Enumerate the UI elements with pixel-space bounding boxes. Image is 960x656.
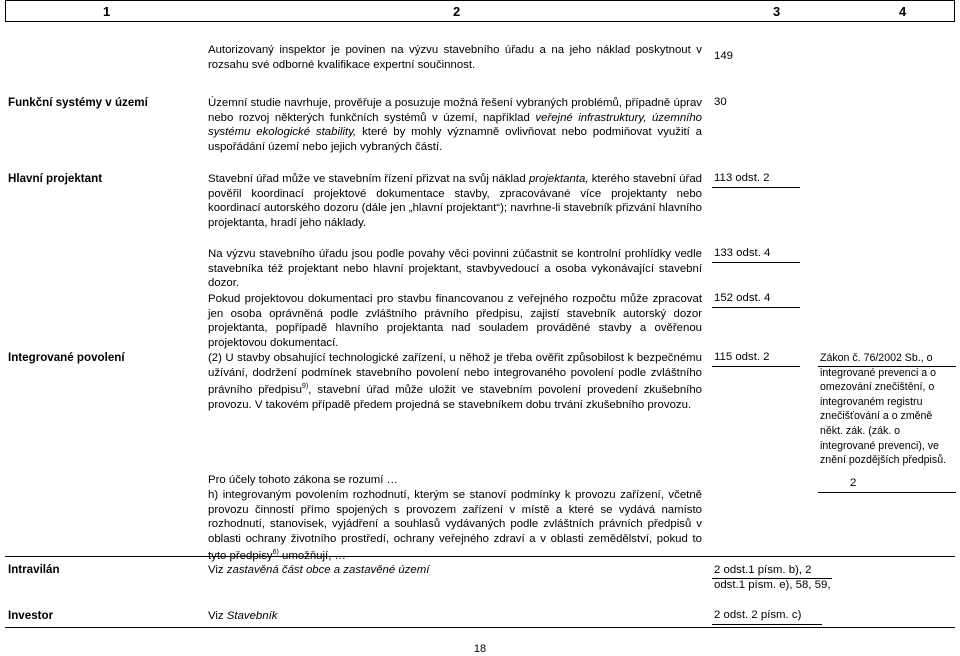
entry-investor-ref: 2 odst. 2 písm. c) <box>714 609 802 621</box>
entry-integrovane-p2-b: umožňují, … <box>278 550 346 563</box>
entry-funkcni-text-1: Územní studie navrhuje, prověřuje a posuzuje možná řešení vybraných problémů, případně úprav nebo rozvoj některých funkčních systémů v území, například <box>208 97 702 124</box>
entry-autorizovany-ref: 149 <box>714 50 734 62</box>
entry-intravilan-text-a: Viz <box>208 564 227 576</box>
entry-hlavni-p1-italic: projektanta, <box>528 173 589 185</box>
entry-integrovane-p2 <box>208 488 702 564</box>
entry-hlavni-p1-b: kterého stavební úřad pověřil koordinací projektové dokumentace stavby, zpracovávané více projektanty nebo koordinací autorského dozoru (dále jen „hlavní projektant“); navrhne-li stavebník přizvání hlavního projektanta, hradí jeho náklady. <box>208 173 702 229</box>
column-header-2: 2 <box>453 4 461 19</box>
entry-investor-text-a: Viz <box>208 610 227 622</box>
entry-investor-label: Investor <box>8 609 54 622</box>
entry-hlavni-p2: Na výzvu stavebního úřadu jsou podle povahy věci povinni zúčastnit se kontrolní prohlídky vedle stavebníka též projektant nebo hlavní projektant, stavbyvedoucí a osoba vykonávající stavební dozor. <box>208 248 702 290</box>
entry-funkcni-ref: 30 <box>714 96 727 108</box>
entry-integrovane-p1-a: (2) U stavby obsahující technologické zařízení, u něhož je třeba ověřit způsobilost k bezpečnému užívání, dodržení podmínek stavebního povolení nebo integrovaného povolení podle zvláštního právního předpisu <box>208 352 702 396</box>
entry-intravilan-text-italic: zastavěná část obce a zastavěné území <box>226 564 430 576</box>
entry-integrovane-p2-intro: Pro účely tohoto zákona se rozumí … <box>208 474 398 486</box>
entry-intravilan-ref-line2: odst.1 písm. e), 58, 59, <box>714 578 831 591</box>
entry-integrovane-p1-b: , stavební úřad může uložit ve stavebním povolení provedení zkušebního provozu. V takovém případě předem projedná se stavebníkem dobu trvání zkušebního provozu. <box>208 383 702 411</box>
entry-integrovane-p1-sup: 9) <box>302 383 309 391</box>
entry-integrovane-label: Integrované povolení <box>8 351 125 364</box>
entry-hlavni-ref-1: 113 odst. 2 <box>714 172 770 184</box>
entry-hlavni-ref-2: 133 odst. 4 <box>714 247 771 259</box>
entry-hlavni-ref-2-underline <box>712 262 800 263</box>
entry-autorizovany-text: Autorizovaný inspektor je povinen na výzvu stavebního úřadu a na jeho náklad poskytnout v rozsahu své odborné kvalifikace expertní součinnost. <box>208 44 702 71</box>
entry-integrovane-note: Zákon č. 76/2002 Sb., o integrované prevenci a o omezování znečištění, o integrovaném registru znečišťování a o změně někt. zák. (zák. o integrované prevenci), ve znění pozdějších předpisů. <box>820 352 947 467</box>
entry-intravilan-ref-underline <box>712 578 832 579</box>
entry-integrovane-ref-2-underline <box>818 492 956 493</box>
column-header-3: 3 <box>773 4 781 19</box>
entry-integrovane-ref-2: 2 <box>850 477 857 489</box>
entry-funkcni-text-italic: veřejné infrastruktury, územního systému ekologické stability, <box>208 111 702 139</box>
column-header-1: 1 <box>103 4 111 19</box>
entry-intravilan-ref-line1: 2 odst.1 písm. b), 2 <box>714 564 812 576</box>
page-number: 18 <box>473 643 487 655</box>
bottom-divider <box>5 627 955 628</box>
entry-intravilan-label: Intravilán <box>8 563 60 576</box>
entry-hlavni-ref-1-underline <box>712 187 800 188</box>
entry-hlavni-ref-3: 152 odst. 4 <box>714 292 771 304</box>
section-divider <box>5 556 955 557</box>
entry-hlavni-ref-3-underline <box>712 307 800 308</box>
entry-integrovane-ref-1: 115 odst. 2 <box>714 351 770 363</box>
entry-funkcni-text <box>208 96 702 154</box>
entry-integrovane-p1 <box>208 351 702 412</box>
entry-hlavni-p1 <box>208 172 702 230</box>
entry-investor-text-italic: Stavebník <box>226 610 278 622</box>
entry-investor-ref-underline <box>712 624 822 625</box>
entry-integrovane-p2-sup: 6) <box>272 549 279 557</box>
entry-hlavni-p1-a: Stavební úřad může ve stavebním řízení přizvat na svůj náklad <box>208 173 529 185</box>
entry-hlavni-p3: Pokud projektovou dokumentaci pro stavbu financovanou z veřejného rozpočtu může zpracovat jen osoba oprávněná podle zvláštního právního předpisu, zajistí stavebník autorský dozor projektanta, popřípadě hlavního projektanta nad souladem prováděné stavby a ověřenou projektovou dokumentací. <box>208 293 702 349</box>
entry-hlavni-label: Hlavní projektant <box>8 172 103 185</box>
column-header-4: 4 <box>899 4 907 19</box>
entry-funkcni-text-2: které by mohly významně ovlivňovat nebo podmiňovat využití a uspořádání území nebo jejich vybraných částí. <box>208 126 702 153</box>
entry-integrovane-p2-a: h) integrovaným povolením rozhodnutí, kterým se stanoví podmínky k provozu zařízení, včetně provozu činností přímo spojených s provozem zařízení v místě a které se vydává namísto rozhodnutí, stanovisek, vyjádření a souhlasů vydávaných podle zvláštních právních předpisů v oblasti ochrany životního prostředí, ochrany veřejného zdraví a v oblasti zemědělství, pokud to tyto předpisy <box>208 489 702 563</box>
entry-investor-text <box>208 609 277 624</box>
entry-integrovane-note-underline <box>818 366 956 367</box>
entry-intravilan-text <box>208 563 429 578</box>
entry-integrovane-ref-1-underline <box>712 366 800 367</box>
entry-funkcni-label: Funkční systémy v území <box>8 96 148 109</box>
column-header-row <box>5 0 955 22</box>
